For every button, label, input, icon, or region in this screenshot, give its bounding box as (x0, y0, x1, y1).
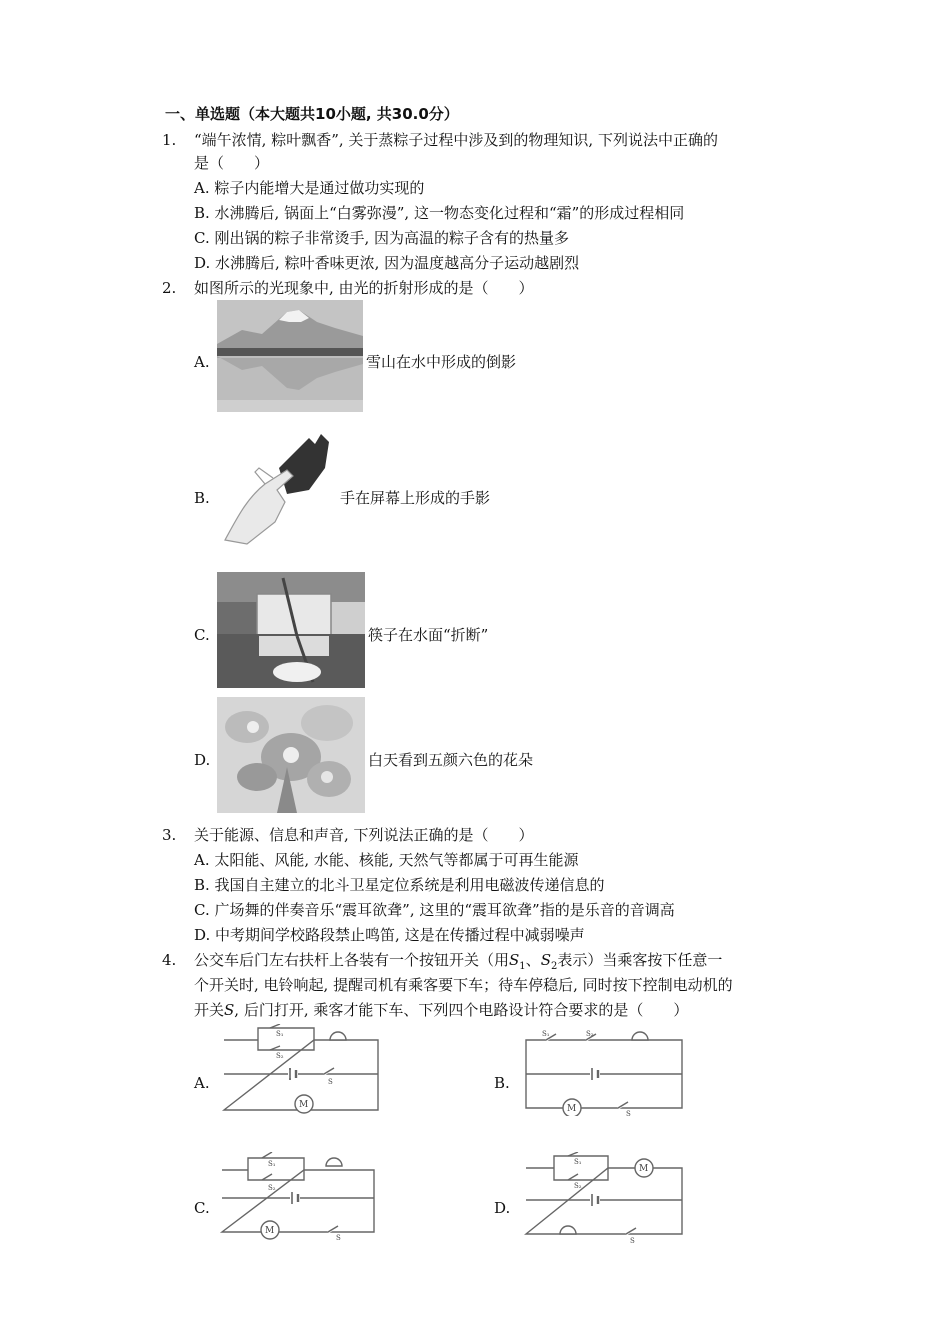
svg-text:S: S (336, 1234, 341, 1242)
option-caption: 手在屏幕上形成的手影 (340, 489, 491, 507)
option-letter: C. (194, 626, 210, 644)
question-stem-line: 个开关时, 电铃响起, 提醒司机有乘客要下车；待车停稳后, 同时按下控制电动机的 (194, 976, 733, 994)
option-letter: C. (194, 1199, 210, 1217)
flowers-photo[interactable] (217, 697, 365, 813)
svg-text:S₂: S₂ (574, 1182, 582, 1190)
option-caption: 白天看到五颜六色的花朵 (368, 751, 534, 769)
circuit-diagram-c[interactable] (218, 1152, 383, 1242)
svg-text:S₂: S₂ (586, 1030, 594, 1038)
option-c[interactable]: C. 广场舞的伴奏音乐“震耳欲聋”, 这里的“震耳欲聋”指的是乐音的音调高 (194, 901, 675, 919)
question-stem-line: 公交车后门左右扶杆上各装有一个按钮开关（用$S_1$、$S_2$表示）当乘客按下任意一 (194, 951, 723, 972)
motor-label: M (299, 1100, 309, 1110)
question-number: 1. (162, 131, 177, 149)
svg-text:S: S (630, 1237, 635, 1244)
question-number: 3. (162, 826, 177, 844)
option-c[interactable]: C. 刚出锅的粽子非常烫手, 因为高温的粽子含有的热量多 (194, 229, 570, 247)
svg-text:S₂: S₂ (276, 1052, 284, 1060)
option-b[interactable]: B. 水沸腾后, 锅面上“白雾弥漫”, 这一物态变化过程和“霜”的形成过程相同 (194, 204, 685, 222)
svg-text:S₁: S₁ (542, 1030, 550, 1038)
svg-text:S: S (626, 1110, 631, 1116)
question-number: 4. (162, 951, 177, 969)
option-d[interactable]: D. 中考期间学校路段禁止鸣笛, 这是在传播过程中减弱噪声 (194, 926, 585, 944)
option-caption: 雪山在水中形成的倒影 (366, 353, 517, 371)
svg-text:S₁: S₁ (276, 1030, 284, 1038)
svg-text:M: M (567, 1104, 577, 1114)
chopstick-water-photo[interactable] (217, 572, 365, 688)
option-letter: D. (494, 1199, 511, 1217)
circuit-diagram-b[interactable] (522, 1026, 687, 1116)
svg-text:M: M (639, 1164, 649, 1174)
circuit-diagram-a[interactable] (218, 1024, 383, 1116)
hand-shadow-photo[interactable] (217, 428, 337, 548)
option-letter: B. (194, 489, 210, 507)
section-title: 一、单选题（本大题共10小题, 共30.0分） (165, 105, 459, 123)
svg-text:S₂: S₂ (268, 1184, 276, 1192)
question-stem: 如图所示的光现象中, 由光的折射形成的是（ ） (194, 279, 534, 297)
option-caption: 筷子在水面“折断” (368, 626, 489, 644)
mountain-reflection-photo[interactable] (217, 300, 363, 412)
question-stem-line: “端午浓情, 粽叶飘香”, 关于蒸粽子过程中涉及到的物理知识, 下列说法中正确的 (194, 131, 718, 149)
option-letter: A. (194, 1074, 210, 1092)
question-stem-line: 开关S, 后门打开, 乘客才能下车、下列四个电路设计符合要求的是（ ） (194, 1001, 689, 1019)
svg-text:S₁: S₁ (574, 1158, 582, 1166)
svg-text:S: S (328, 1078, 333, 1086)
circuit-diagram-d[interactable] (522, 1152, 687, 1244)
option-letter: D. (194, 751, 211, 769)
question-stem-line: 是（ ） (194, 154, 270, 172)
option-b[interactable]: B. 我国自主建立的北斗卫星定位系统是利用电磁波传递信息的 (194, 876, 605, 894)
question-stem: 关于能源、信息和声音, 下列说法正确的是（ ） (194, 826, 534, 844)
option-letter: A. (194, 353, 210, 371)
option-a[interactable]: A. 太阳能、风能, 水能、核能, 天然气等都属于可再生能源 (194, 851, 579, 869)
option-a[interactable]: A. 粽子内能增大是通过做功实现的 (194, 179, 425, 197)
svg-text:M: M (265, 1226, 275, 1236)
option-letter: B. (494, 1074, 510, 1092)
question-number: 2. (162, 279, 177, 297)
option-d[interactable]: D. 水沸腾后, 粽叶香味更浓, 因为温度越高分子运动越剧烈 (194, 254, 580, 272)
svg-text:S₁: S₁ (268, 1160, 276, 1168)
